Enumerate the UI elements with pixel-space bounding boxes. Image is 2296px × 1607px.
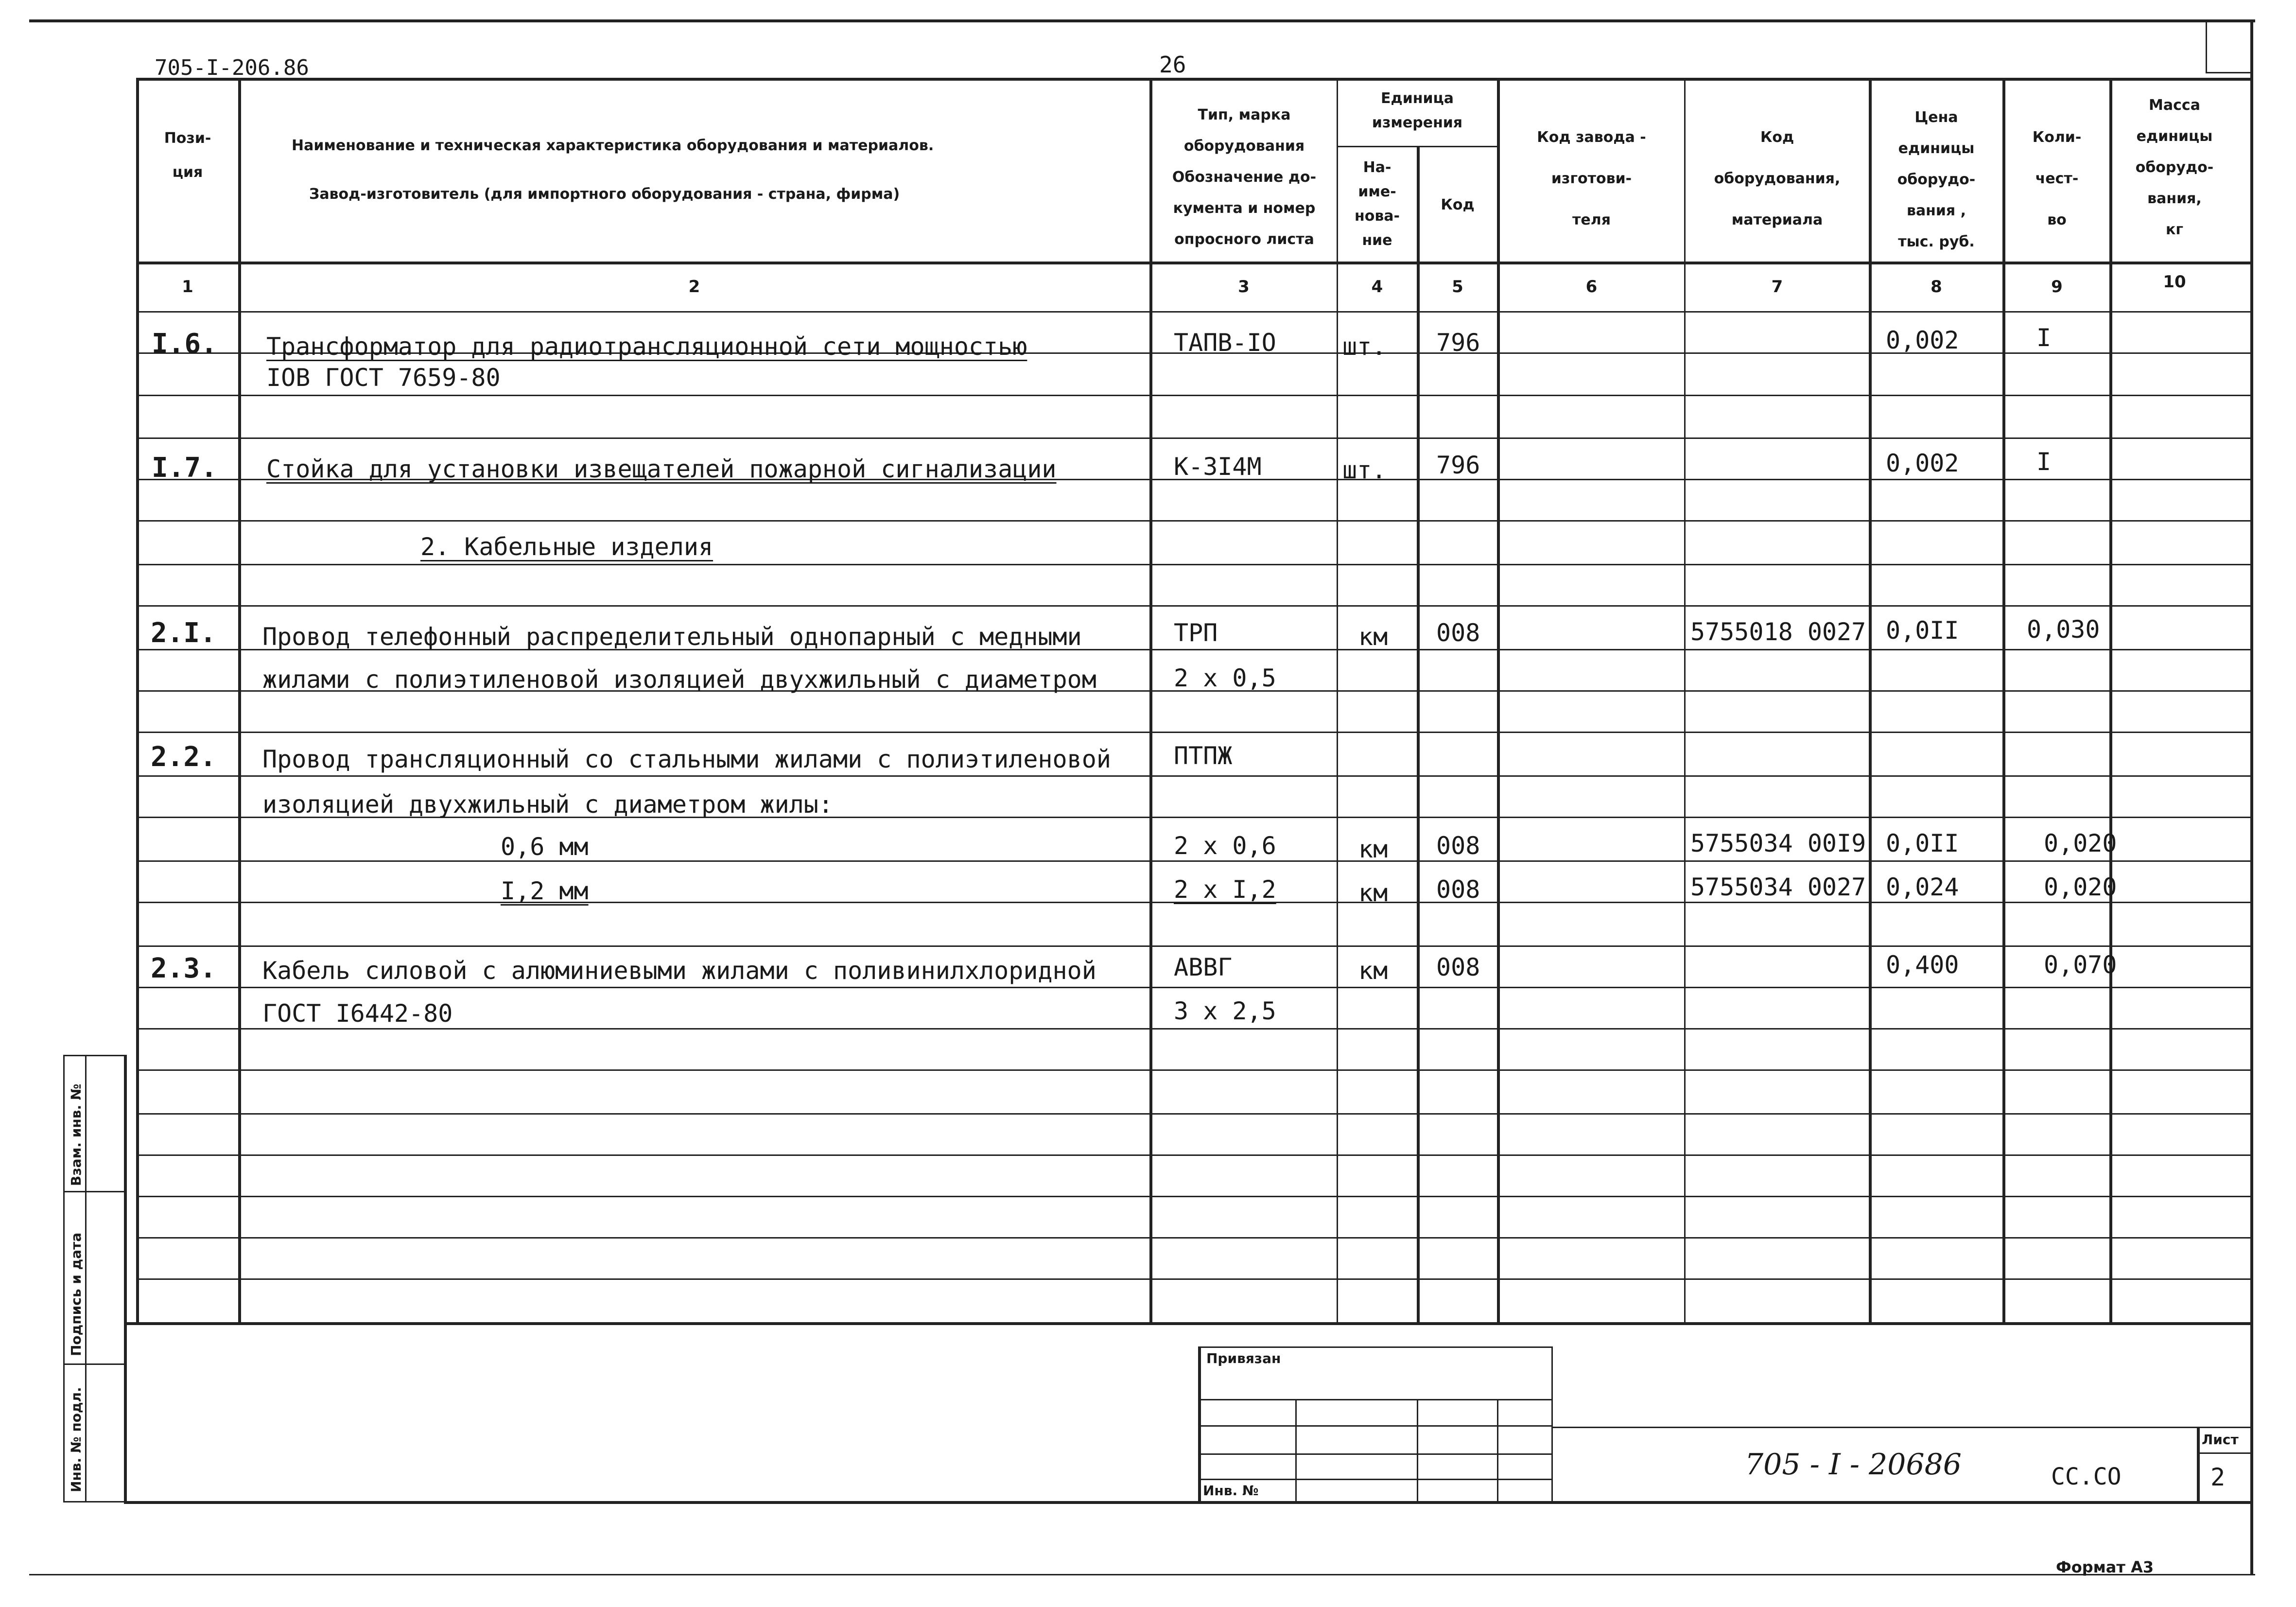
cell-pos: 2.I. bbox=[151, 617, 216, 649]
row-line bbox=[136, 605, 2250, 607]
row-line bbox=[136, 775, 2250, 777]
cell-unit: км bbox=[1358, 623, 1388, 651]
stamp-v4 bbox=[1417, 1399, 1418, 1501]
row-line bbox=[136, 732, 2250, 733]
cell-name: жилами с полиэтиленовой изоляцией двухжильный с диаметром bbox=[262, 665, 1096, 694]
header-mass: Масса единицы оборудо- вания, кг bbox=[2135, 97, 2214, 238]
cell-name: Стойка для установки извещателей пожарной сигнализации bbox=[266, 455, 1057, 483]
stamp-v3 bbox=[1295, 1399, 1297, 1501]
cell-name: Провод телефонный распределительный однопарный с медными bbox=[262, 623, 1082, 651]
cell-price: 0,0II bbox=[1886, 829, 1959, 857]
cell-type: 2 х 0,5 bbox=[1174, 664, 1276, 692]
col-line-6 bbox=[1684, 78, 1686, 1322]
format-label: Формат А3 bbox=[2056, 1558, 2154, 1576]
header-factory: Код завода - изготови- теля bbox=[1537, 129, 1646, 228]
frame-right bbox=[2250, 19, 2253, 1575]
side-line-h bbox=[63, 1191, 126, 1192]
row-line bbox=[136, 1028, 2250, 1030]
cell-code: 796 bbox=[1436, 451, 1480, 479]
cell-price: 0,400 bbox=[1886, 951, 1959, 979]
cell-code: 008 bbox=[1436, 619, 1480, 647]
col-line-5 bbox=[1497, 78, 1500, 1322]
colnum-7: 7 bbox=[1771, 277, 1783, 297]
row-line bbox=[136, 1069, 2250, 1071]
side-line-right bbox=[124, 1055, 127, 1502]
colnum-1: 1 bbox=[182, 277, 193, 297]
colnum-8: 8 bbox=[1931, 277, 1942, 297]
cell-code: 008 bbox=[1436, 832, 1480, 860]
header-price: Цена единицы оборудо- вания , тыс. руб. bbox=[1897, 109, 1976, 250]
cell-code: 008 bbox=[1436, 875, 1480, 904]
table-top-border bbox=[136, 78, 2250, 81]
cell-unit: км bbox=[1358, 957, 1388, 985]
row-line bbox=[136, 1237, 2250, 1239]
cell-price: 0,024 bbox=[1886, 873, 1959, 901]
row-line bbox=[136, 520, 2250, 522]
cell-name: изоляцией двухжильный с диаметром жилы: bbox=[262, 790, 833, 819]
colnum-10: 10 bbox=[2163, 272, 2186, 292]
stamp-h2 bbox=[1198, 1399, 1553, 1400]
stamp-inv-no: Инв. № bbox=[1203, 1483, 1259, 1499]
header-unit: Единица измерения bbox=[1372, 90, 1463, 131]
section-heading: 2. Кабельные изделия bbox=[420, 533, 713, 561]
colnum-4: 4 bbox=[1371, 277, 1383, 297]
cell-type: ТАПВ-IО bbox=[1174, 329, 1276, 357]
header-pos: Пози- ция bbox=[164, 130, 211, 181]
cell-name: Трансформатор для радиотрансляционной сети мощностью bbox=[266, 332, 1027, 361]
doc-code-top: 705-I-206.86 bbox=[155, 55, 309, 80]
cell-unit: км bbox=[1358, 879, 1388, 907]
frame-corner-tab bbox=[2206, 19, 2207, 73]
page-number: 26 bbox=[1159, 52, 1186, 78]
cell-qty: 0,070 bbox=[2044, 951, 2117, 979]
side-label-signature: Подпись и дата bbox=[68, 1232, 84, 1356]
colnum-5: 5 bbox=[1452, 277, 1463, 297]
cell-qty: 0,020 bbox=[2044, 873, 2117, 901]
cell-type: К-3I4М bbox=[1174, 453, 1262, 481]
cell-type: 2 х I,2 bbox=[1174, 875, 1276, 904]
row-line bbox=[136, 1196, 2250, 1197]
stamp-doc-code: 705 - I - 20686 bbox=[1745, 1448, 1962, 1482]
cell-name: 0,6 мм bbox=[501, 833, 589, 861]
cell-qty: I bbox=[2036, 324, 2052, 352]
cell-qty: 0,030 bbox=[2027, 615, 2100, 644]
frame-bottom bbox=[29, 1574, 2255, 1575]
cell-equip: 5755034 00I9 bbox=[1690, 829, 1866, 857]
stamp-h4 bbox=[1198, 1453, 1553, 1455]
cell-unit: км bbox=[1358, 835, 1388, 863]
header-qty: Коли- чест- во bbox=[2032, 129, 2082, 228]
side-line-h bbox=[63, 1501, 126, 1502]
cell-name: I,2 мм bbox=[501, 877, 589, 905]
col-line-7 bbox=[1869, 78, 1872, 1322]
cell-pos: 2.3. bbox=[151, 953, 216, 984]
row-line bbox=[136, 860, 2250, 862]
stamp-sheet-label: Лист bbox=[2202, 1432, 2239, 1448]
header-equip-code: Код оборудования, материала bbox=[1714, 129, 1841, 228]
stamp-privyazan: Привязан bbox=[1206, 1350, 1281, 1366]
cell-pos: 2.2. bbox=[151, 741, 216, 773]
stamp-sheet-no: 2 bbox=[2210, 1463, 2226, 1491]
unit-header-split bbox=[1337, 146, 1497, 147]
cell-type: 2 х 0,6 bbox=[1174, 832, 1276, 860]
side-label-replace: Взам. инв. № bbox=[68, 1083, 84, 1186]
col-line-3 bbox=[1337, 78, 1338, 1322]
cell-code: 796 bbox=[1436, 329, 1480, 357]
row-line bbox=[136, 1113, 2250, 1115]
stamp-mark: СС.СО bbox=[2051, 1463, 2122, 1490]
header-unit-name: На- име- нова- ние bbox=[1354, 159, 1400, 249]
col-line-9 bbox=[2109, 78, 2112, 1322]
row-line bbox=[136, 987, 2250, 988]
cell-name: Провод трансляционный со стальными жилами с полиэтиленовой bbox=[262, 745, 1111, 773]
side-line-inner bbox=[85, 1055, 87, 1502]
cell-price: 0,002 bbox=[1886, 326, 1959, 354]
table-bottom-border bbox=[126, 1322, 2250, 1325]
cell-qty: I bbox=[2036, 448, 2052, 476]
stamp-h1 bbox=[1198, 1346, 1553, 1348]
cell-pos: I.6. bbox=[152, 328, 217, 360]
colnum-2: 2 bbox=[688, 277, 700, 297]
cell-price: 0,002 bbox=[1886, 449, 1959, 477]
side-line-left bbox=[63, 1055, 65, 1502]
col-line-8 bbox=[2002, 78, 2005, 1322]
col-line-2 bbox=[1149, 78, 1152, 1322]
frame-top bbox=[29, 19, 2255, 22]
row-line bbox=[136, 1278, 2250, 1280]
cell-type: ТРП bbox=[1174, 619, 1218, 647]
stamp-bottom bbox=[124, 1501, 2253, 1504]
frame-corner-tab-bottom bbox=[2206, 72, 2252, 73]
stamp-h6 bbox=[1551, 1427, 2253, 1428]
cell-type: 3 х 2,5 bbox=[1174, 997, 1276, 1025]
stamp-v5 bbox=[1497, 1399, 1498, 1501]
cell-type: ПТПЖ bbox=[1174, 742, 1233, 770]
row-line bbox=[136, 564, 2250, 565]
header-unit-code: Код bbox=[1441, 196, 1475, 213]
col-line-0 bbox=[136, 78, 139, 1322]
cell-unit: шт. bbox=[1342, 456, 1387, 484]
cell-code: 008 bbox=[1436, 953, 1480, 981]
cell-equip: 5755018 0027 bbox=[1690, 618, 1866, 646]
row-line bbox=[136, 1154, 2250, 1156]
cell-equip: 5755034 0027 bbox=[1690, 873, 1866, 901]
stamp-h3 bbox=[1198, 1425, 1553, 1427]
cell-unit: шт. bbox=[1342, 332, 1387, 361]
colnum-bottom-border bbox=[136, 311, 2250, 313]
col-line-1 bbox=[238, 78, 241, 1322]
colnum-9: 9 bbox=[2051, 277, 2063, 297]
cell-price: 0,0II bbox=[1886, 616, 1959, 645]
cell-pos: I.7. bbox=[152, 452, 217, 484]
side-line-h bbox=[63, 1055, 126, 1056]
cell-type: АВВГ bbox=[1174, 953, 1233, 981]
stamp-h5 bbox=[1198, 1479, 1553, 1480]
colnum-6: 6 bbox=[1585, 277, 1598, 297]
header-type: Тип, марка оборудования Обозначение до- кумента и номер опросного листа bbox=[1172, 106, 1317, 248]
row-line bbox=[136, 437, 2250, 439]
cell-name: Кабель силовой с алюминиевыми жилами с поливинилхлоридной bbox=[262, 957, 1096, 985]
header-name: Наименование и техническая характеристика оборудования и материалов. Завод-изготовитель (для импортного оборудования - страна, фирма) bbox=[292, 137, 934, 203]
row-line bbox=[136, 945, 2250, 947]
colnum-3: 3 bbox=[1238, 277, 1250, 297]
stamp-h7 bbox=[2197, 1452, 2253, 1454]
row-line bbox=[136, 395, 2250, 396]
col-line-4 bbox=[1417, 146, 1420, 1322]
cell-qty: 0,020 bbox=[2044, 829, 2117, 857]
stamp-v6 bbox=[2197, 1427, 2200, 1502]
side-label-inv: Инв. № подл. bbox=[68, 1387, 84, 1492]
side-line-h bbox=[63, 1363, 126, 1365]
cell-name: IОВ ГОСТ 7659-80 bbox=[266, 364, 501, 392]
header-bottom-border bbox=[136, 262, 2250, 264]
cell-name: ГОСТ I6442-80 bbox=[262, 999, 453, 1028]
